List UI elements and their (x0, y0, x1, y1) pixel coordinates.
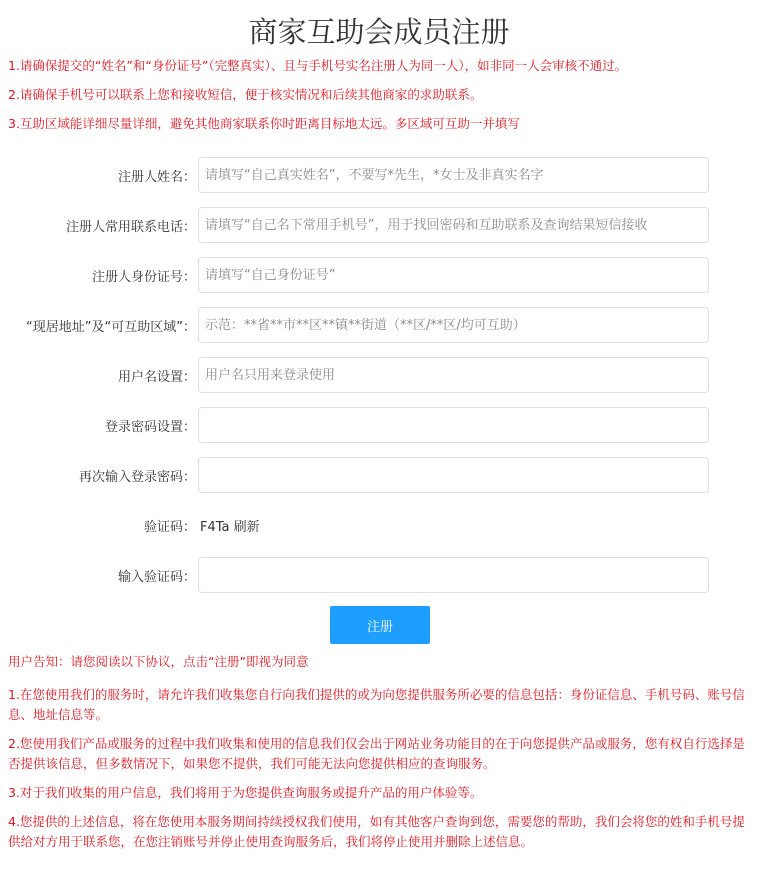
captcha-input[interactable] (198, 557, 709, 593)
agreement-item: 2.您使用我们产品或服务的过程中我们收集和使用的信息我们仅会出于网站业务功能目的在于向您提供产品或服务，您有权自行选择是否提供该信息，但多数情况下，如果您不提供，我们可能无法向您提供相应的查询服务。 (8, 736, 745, 771)
idcard-label: 注册人身份证号： (91, 269, 196, 285)
notice-item: 3.互助区域能详细尽量详细，避免其他商家联系你时距离目标地太远。多区域可互助一并填写 (8, 116, 520, 131)
password-row (8, 406, 750, 444)
captcha-input-row (8, 556, 750, 594)
captcha-display (198, 516, 260, 535)
captcha-label: 验证码： (143, 519, 196, 535)
agreement-head: 用户告知：请您阅读以下协议，点击“注册”即视为同意 (8, 654, 309, 669)
phone-label: 注册人常用联系电话： (65, 219, 196, 235)
notice-item: 1.请确保提交的“姓名”和“身份证号”（完整真实）、且与手机号实名注册人为同一人），如非同一人会审核不通过。 (8, 58, 628, 73)
password-confirm-input[interactable] (198, 457, 709, 493)
agreement-item: 1.在您使用我们的服务时，请允许我们收集您自行向我们提供的或为向您提供服务所必要的信息包括：身份证信息、手机号码、账号信息、地址信息等。 (8, 687, 745, 722)
address-input[interactable] (198, 307, 709, 343)
username-label: 用户名设置： (117, 369, 196, 385)
name-label: 注册人姓名： (117, 169, 196, 185)
agreement-item: 4.您提供的上述信息，将在您使用本服务期间持续授权我们使用，如有其他客户查询到您，需要您的帮助，我们会将您的姓和手机号提供给对方用于联系您，在您注销账号并停止使用查询服务后，我们将停止使用并删除上述信息。 (8, 814, 745, 849)
page-title: 商家互助会成员注册 (248, 15, 510, 49)
password-confirm-row (8, 456, 750, 494)
address-row (8, 306, 750, 344)
password-label: 登录密码设置： (104, 419, 196, 435)
captcha-refresh-link[interactable]: 刷新 (233, 519, 260, 535)
registration-form (8, 156, 750, 644)
notice-list (8, 56, 750, 134)
idcard-input[interactable] (198, 257, 709, 293)
captcha-row (8, 506, 750, 544)
submit-wrap (8, 606, 750, 644)
phone-input[interactable] (198, 207, 709, 243)
name-row (8, 156, 750, 194)
password-input[interactable] (198, 407, 709, 443)
captcha-code[interactable]: F4Ta (200, 519, 230, 535)
idcard-row (8, 256, 750, 294)
register-button[interactable]: 注册 (330, 606, 430, 644)
notice-item: 2.请确保手机号可以联系上您和接收短信，便于核实情况和后续其他商家的求助联系。 (8, 87, 483, 102)
username-input[interactable] (198, 357, 709, 393)
name-input[interactable] (198, 157, 709, 193)
captcha-input-label: 输入验证码： (117, 569, 196, 585)
address-label: “现居地址”及“可互助区域”： (26, 319, 196, 335)
agreement-item: 3.对于我们收集的用户信息，我们将用于为您提供查询服务或提升产品的用户体验等。 (8, 785, 483, 800)
agreement-section (8, 652, 750, 852)
username-row (8, 356, 750, 394)
password-confirm-label: 再次输入登录密码： (78, 469, 196, 485)
phone-row (8, 206, 750, 244)
